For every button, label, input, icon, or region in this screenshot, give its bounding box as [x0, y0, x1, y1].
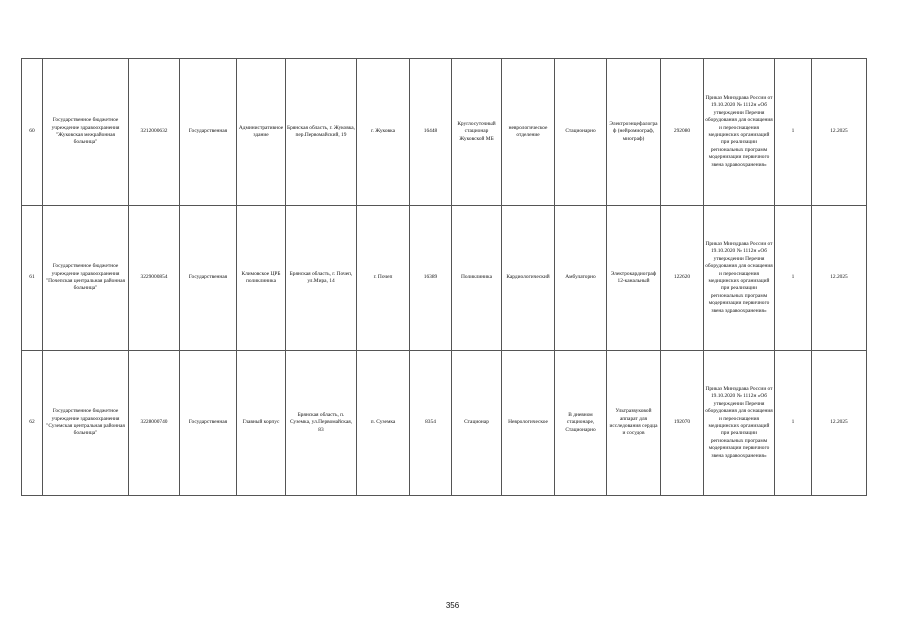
- cell-quantity: 1: [775, 59, 812, 206]
- cell-equipment: Ультразвуковой аппарат для исследования сердца и сосудов: [607, 351, 661, 496]
- cell-settlement: г. Почеп: [357, 206, 410, 351]
- cell-care-form: В дневном стационаре, Стационарно: [555, 351, 607, 496]
- cell-quantity: 1: [775, 351, 812, 496]
- cell-inn: 3228000740: [129, 351, 180, 496]
- cell-population: 16389: [410, 206, 452, 351]
- cell-date: 12.2025: [812, 59, 867, 206]
- cell-settlement: п. Суземка: [357, 351, 410, 496]
- cell-row-number: 61: [22, 206, 43, 351]
- cell-care-form: Амбулаторно: [555, 206, 607, 351]
- cell-population: 16448: [410, 59, 452, 206]
- cell-building: Административное здание: [237, 59, 286, 206]
- cell-legal-basis: Приказ Минздрава России от 19.10.2020 № 1112н «Об утверждении Перечня оборудования для оснащения и переоснащения медицинских организаций при реализации региональных программ модернизации первичного звена здравоохранения»: [704, 206, 775, 351]
- table-row: [22, 351, 867, 496]
- cell-unit-type: Стационар: [452, 351, 502, 496]
- cell-address: Брянская область, г. Почеп, ул.Мира, 14: [286, 206, 357, 351]
- cell-legal-basis: Приказ Минздрава России от 19.10.2020 № 1112н «Об утверждении Перечня оборудования для оснащения и переоснащения медицинских организаций при реализации региональных программ модернизации первичного звена здравоохранения»: [704, 351, 775, 496]
- cell-date: 12.2025: [812, 351, 867, 496]
- cell-equipment: Электрокардиограф 12-канальный: [607, 206, 661, 351]
- cell-address: Брянская область, г. Жуковка, пер.Первомайский, 19: [286, 59, 357, 206]
- cell-organization: Государственное бюджетное учреждение здравоохранения "Суземская центральная районная больница": [43, 351, 129, 496]
- cell-unit-type: Поликлиника: [452, 206, 502, 351]
- cell-population: 8354: [410, 351, 452, 496]
- cell-settlement: г. Жуковка: [357, 59, 410, 206]
- table-row: [22, 59, 867, 206]
- cell-address: Брянская область, п. Суземка, ул.Первомайская, 83: [286, 351, 357, 496]
- equipment-register-table: [21, 58, 867, 496]
- cell-care-form: Стационарно: [555, 59, 607, 206]
- cell-department: Кардиологический: [502, 206, 555, 351]
- cell-price: 292080: [661, 59, 704, 206]
- cell-building: Главный корпус: [237, 351, 286, 496]
- cell-row-number: 62: [22, 351, 43, 496]
- cell-unit-type: Круглосуточный стационар Жуковской МБ: [452, 59, 502, 206]
- cell-equipment: Электроэнцефалограф (нейромиограф, миограф): [607, 59, 661, 206]
- page-number: 356: [445, 601, 460, 610]
- cell-ownership: Государственная: [180, 59, 237, 206]
- cell-row-number: 60: [22, 59, 43, 206]
- cell-ownership: Государственная: [180, 351, 237, 496]
- cell-ownership: Государственная: [180, 206, 237, 351]
- table-row: [22, 206, 867, 351]
- cell-date: 12.2025: [812, 206, 867, 351]
- cell-organization: Государственное бюджетное учреждение здравоохранения "Жуковская межрайонная больница": [43, 59, 129, 206]
- cell-department: Неврологическое: [502, 351, 555, 496]
- cell-inn: 3212000632: [129, 59, 180, 206]
- cell-building: Климовское ЦРБ поликлиника: [237, 206, 286, 351]
- cell-legal-basis: Приказ Минздрава России от 19.10.2020 № 1112н «Об утверждении Перечня оборудования для оснащения и переоснащения медицинских организаций при реализации региональных программ модернизации первичного звена здравоохранения»: [704, 59, 775, 206]
- cell-inn: 3229000854: [129, 206, 180, 351]
- cell-price: 192070: [661, 351, 704, 496]
- cell-quantity: 1: [775, 206, 812, 351]
- cell-organization: Государственное бюджетное учреждение здравоохранения "Почепская центральная районная больница": [43, 206, 129, 351]
- cell-department: неврологическое отделение: [502, 59, 555, 206]
- cell-price: 122620: [661, 206, 704, 351]
